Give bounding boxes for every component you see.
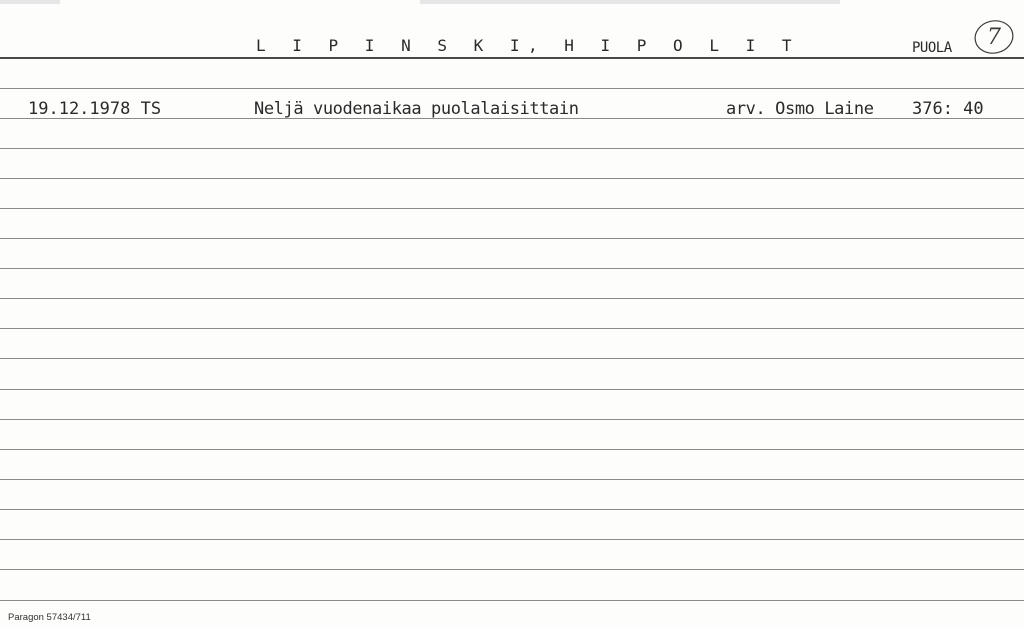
card-rule — [0, 569, 1024, 570]
card-rule — [0, 268, 1024, 269]
entry-reviewer: arv. Osmo Laine — [726, 99, 874, 119]
entry-reference: 376: 40 — [912, 99, 984, 119]
country-label: PUOLA — [912, 40, 952, 56]
card-rule — [0, 148, 1024, 149]
card-printer-mark: Paragon 57434/711 — [8, 612, 91, 623]
card-rule — [0, 509, 1024, 510]
top-edge-smudge — [420, 0, 840, 4]
card-rule — [0, 88, 1024, 89]
card-rule — [0, 479, 1024, 480]
card-rule — [0, 539, 1024, 540]
top-edge-smudge — [0, 0, 60, 4]
card-rule — [0, 389, 1024, 390]
entry-title: Neljä vuodenaikaa puolalaisittain — [254, 99, 579, 119]
header-rule — [0, 57, 1024, 59]
card-rule — [0, 358, 1024, 359]
circled-number-icon — [972, 17, 1016, 57]
card-rule — [0, 419, 1024, 420]
card-rule — [0, 328, 1024, 329]
person-name: L I P I N S K I, H I P O L I T — [256, 36, 800, 55]
card-rule — [0, 238, 1024, 239]
card-rule — [0, 208, 1024, 209]
card-number-circle — [972, 17, 1016, 57]
card-rule — [0, 298, 1024, 299]
entry-date: 19.12.1978 TS — [28, 99, 162, 119]
card-rule — [0, 600, 1024, 601]
card-rule — [0, 178, 1024, 179]
card-number: 7 — [987, 25, 1001, 50]
card-rule — [0, 449, 1024, 450]
